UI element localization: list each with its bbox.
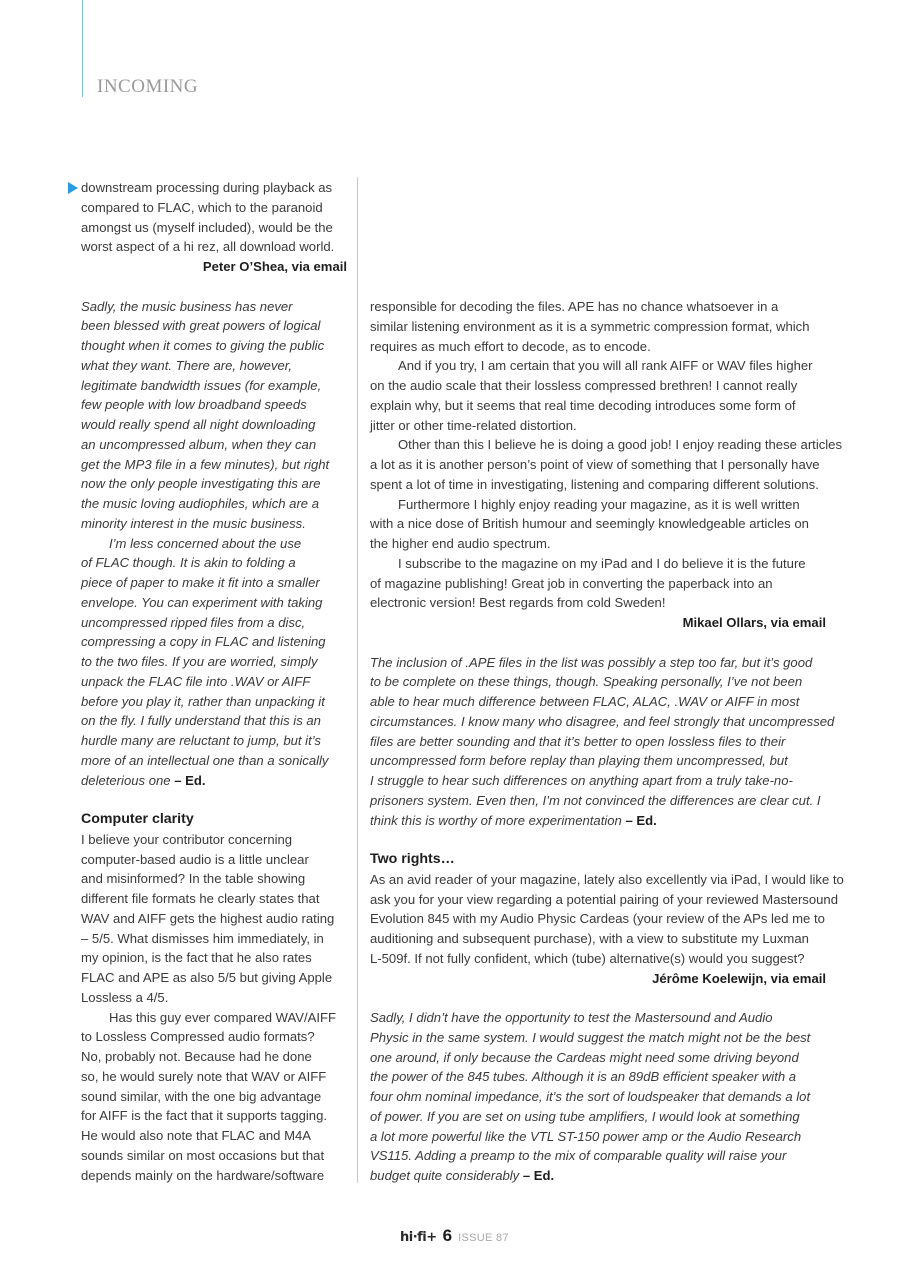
letter-computer-clarity — [81, 810, 347, 1185]
accent-rule — [82, 0, 83, 97]
editor-tag: – Ed. — [174, 772, 206, 788]
issue-number: ISSUE 87 — [458, 1232, 509, 1244]
letter-paragraph: Furthermore I highly enjoy reading your magazine, as it is well written with a nice dose of British humour and seemingly knowledgeable articles on the higher end audio spectrum. — [370, 496, 809, 551]
left-column — [81, 178, 347, 1185]
letter-heading: Two rights… — [370, 851, 455, 867]
page-footer — [400, 1226, 509, 1246]
editor-reply — [370, 653, 835, 831]
letter-paragraph: As an avid reader of your magazine, lately also excellently via iPad, I would like to ask you for your view regarding a potential pairing of your reviewed Mastersound Evolution 845 with my Audio Physic Cardeas (your review of the APs led me to auditioning and subsequent purchase), with a view to substitute my Luxman L-509f. If not fully confident, which (tube) alternative(s) would you suggest? — [370, 871, 844, 966]
reply-paragraph: Sadly, the music business has never been blessed with great powers of logical thought when it comes to giving the public what they want. There are, however, legitimate bandwidth issues (for example, few people with low broadband speeds would really spend all night downloading an uncompressed album, when they can get the MP3 file in a few minutes), but right now the only people investigating this are the music loving audiophiles, which are a minority interest in the music business. — [81, 298, 330, 531]
editor-reply — [370, 1008, 826, 1186]
letter-paragraph: I believe your contributor concerning computer-based audio is a little unclear and misinformed? In the table showing different file formats he clearly states that WAV and AIFF gets the highest audio rating – 5/5. What dismisses him immediately, in my opinion, is the fact that he also rates FLAC and APE as also 5/5 but giving Apple Lossless a 4/5. — [81, 831, 335, 1005]
section-title: INCOMING — [97, 76, 199, 97]
editor-tag: – Ed. — [625, 812, 657, 828]
page-number: 6 — [442, 1226, 453, 1245]
letter-computer-clarity-continued — [370, 297, 843, 633]
letter-signature: Peter O’Shea, via email — [202, 259, 347, 274]
column-divider — [357, 177, 358, 1183]
letter-paragraph: responsible for decoding the files. APE has no chance whatsoever in a similar listening environment as it is a symmetric compression format, which requires as much effort to decode, as to encode. — [370, 299, 810, 354]
letter-paragraph: Has this guy ever compared WAV/AIFF to Lossless Compressed audio formats? No, probably not. Because had he done so, he would surely note that WAV or AIFF sound similar, with the one big advantage for AIFF is the fact that it supports tagging. He would also note that FLAC and M4A sounds similar on most occasions but that depends mainly on the hardware/software — [81, 1009, 337, 1183]
reply-paragraph: I’m less concerned about the use of FLAC though. It is akin to folding a piece of paper to make it fit into a smaller envelope. You can experiment with taking uncompressed ripped files from a disc, compressing a copy in FLAC and listening to the two files. If you are worried, simply unpack the FLAC file into .WAV or AIFF before you play it, rather than unpacking it on the fly. I fully understand that this is an hurdle many are reluctant to jump, but it’s more of an intellectual one than a sonically deleterious one – Ed. — [81, 535, 329, 788]
letter-two-rights — [370, 850, 844, 988]
letter-text: downstream processing during playback as compared to FLAC, which to the paranoid amongst us (myself included), would be the worst aspect of a hi rez, all download world. — [81, 180, 335, 255]
continued-letter — [81, 178, 347, 277]
continued-arrow-icon — [68, 182, 78, 194]
magazine-logo: hi·fi+ — [400, 1230, 437, 1245]
letter-paragraph: Other than this I believe he is doing a good job! I enjoy reading these articles a lot as it is another person’s point of view of something that I personally have spent a lot of time in investigating, listening and comparing different solutions. — [370, 437, 843, 492]
reply-paragraph: The inclusion of .APE files in the list was possibly a step too far, but it’s good to be complete on these things, though. Speaking personally, I’ve not been able to hear much difference between FLAC, ALAC, .WAV or AIFF in most circumstances. I know many who disagree, and feel strongly that uncompressed files are better sounding and that it’s better to open lossless files to their uncompressed form before replay than playing them uncompressed, but I struggle to hear such differences on anything apart from a truly take-no- prisoners system. Even then, I’m not convinced the differences are clear cut. I think this is worthy of more experimentation – Ed. — [370, 654, 835, 828]
letter-paragraph: I subscribe to the magazine on my iPad and I do believe it is the future of magazine publishing! Great job in converting the paperback into an electronic version! Best regards from cold Sweden! — [370, 555, 806, 611]
letter-signature: Jérôme Koelewijn, via email — [652, 970, 826, 986]
letter-heading: Computer clarity — [81, 811, 194, 827]
letter-paragraph: And if you try, I am certain that you will all rank AIFF or WAV files higher on the audio scale that their lossless compressed brethren! I cannot really explain why, but it seems that real time decoding introduces some form of jitter or other time-related distortion. — [370, 358, 813, 433]
right-column — [370, 297, 844, 1186]
editor-tag: – Ed. — [522, 1168, 555, 1183]
editor-reply — [81, 297, 347, 791]
reply-paragraph: Sadly, I didn’t have the opportunity to test the Mastersound and Audio Physic in the same system. I would suggest the match might not be the best one around, if only because the Cardeas might need some driving beyond the power of the 845 tubes. Although it is an 89dB efficient speaker with a four ohm nominal impedance, it’s the sort of loudspeaker that demands a lot of power. If you are set on using tube amplifiers, I would look at something a lot more powerful like the VTL ST-150 power amp or the Audio Research VS115. Adding a preamp to the mix of comparable quality will raise your budget quite considerably – Ed. — [370, 1010, 811, 1183]
letter-signature: Mikael Ollars, via email — [682, 615, 826, 630]
